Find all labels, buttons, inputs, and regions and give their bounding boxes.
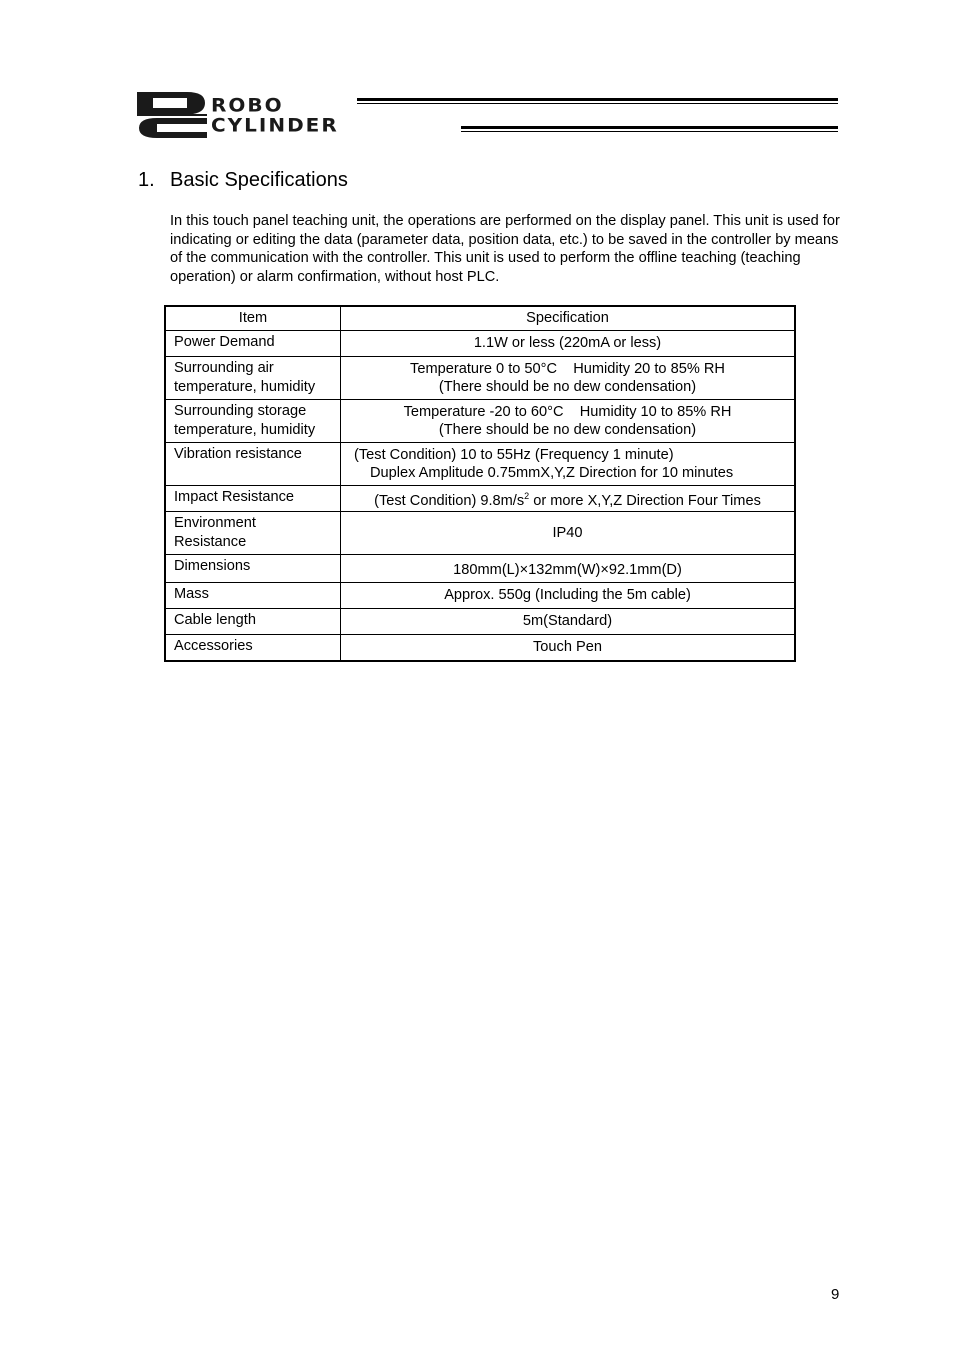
item-cell: Vibration resistance: [165, 443, 341, 486]
table-row: [165, 512, 795, 555]
logo-text-cylinder: CYLINDER: [211, 113, 339, 137]
item-cell: Impact Resistance: [165, 486, 341, 512]
spec-cell: Approx. 550g (Including the 5m cable): [341, 583, 796, 609]
table-header-row: [165, 306, 795, 331]
table-row: [165, 583, 795, 609]
table-row: [165, 331, 795, 357]
spec-cell: Touch Pen: [341, 635, 796, 662]
table-row: [165, 635, 795, 662]
spec-text: or more X,Y,Z Direction Four Times: [529, 492, 761, 509]
rc-logo-mark-icon: [135, 90, 209, 140]
spec-cell: 180mm(L)×132mm(W)×92.1mm(D): [341, 555, 796, 583]
table-row: [165, 555, 795, 583]
section-title-text: Basic Specifications: [170, 169, 348, 191]
header-rule-bottom-thick: [461, 126, 838, 129]
spec-cell: [341, 357, 796, 400]
item-cell: Mass: [165, 583, 341, 609]
specifications-table: [164, 305, 796, 662]
header-rule-bottom-thin: [461, 131, 838, 132]
intro-paragraph: In this touch panel teaching unit, the operations are performed on the display panel. This unit is used for indicating or editing the data (parameter data, position data, etc.) to be saved in the controller by means of the communication with the controller. This unit is used to perform the offline teaching (teaching operation) or alarm confirmation, without host PLC.: [170, 213, 840, 285]
table-row: [165, 400, 795, 443]
section-number: 1.: [138, 169, 155, 191]
spec-cell: 1.1W or less (220mA or less): [341, 331, 796, 357]
item-cell: Surrounding storage temperature, humidity: [165, 400, 341, 443]
spec-cell: [341, 443, 796, 486]
column-header-item: Item: [165, 306, 341, 331]
spec-line: Duplex Amplitude 0.75mmX,Y,Z Direction for 10 minutes: [370, 465, 734, 481]
table-row: [165, 609, 795, 635]
spec-line: (There should be no dew condensation): [438, 422, 697, 438]
spec-line: (There should be no dew condensation): [438, 379, 697, 395]
header-rule-top-thick: [357, 98, 838, 101]
section-title: [138, 169, 348, 192]
header-rule-top-thin: [357, 103, 838, 104]
table-row: [165, 443, 795, 486]
spec-line: Temperature -20 to 60°C Humidity 10 to 85% RH: [403, 403, 732, 420]
spec-cell: [341, 486, 796, 512]
item-cell: Accessories: [165, 635, 341, 662]
page-number: 9: [831, 1286, 840, 1303]
item-cell: Power Demand: [165, 331, 341, 357]
item-cell: Cable length: [165, 609, 341, 635]
spec-line: (Test Condition) 10 to 55Hz (Frequency 1 minute): [354, 446, 674, 463]
column-header-specification: Specification: [341, 306, 796, 331]
item-cell: Surrounding air temperature, humidity: [165, 357, 341, 400]
spec-cell: 5m(Standard): [341, 609, 796, 635]
spec-line: Temperature 0 to 50°C Humidity 20 to 85% RH: [410, 360, 725, 377]
spec-cell: [341, 400, 796, 443]
table-row: [165, 357, 795, 400]
spec-text: (Test Condition) 9.8m/s: [374, 492, 525, 509]
item-cell: Environment Resistance: [165, 512, 341, 555]
item-cell: Dimensions: [165, 555, 341, 583]
logo-text-robo: ROBO: [211, 93, 284, 117]
table-row: [165, 486, 795, 512]
superscript: 2: [524, 490, 530, 501]
spec-cell: IP40: [341, 512, 796, 555]
